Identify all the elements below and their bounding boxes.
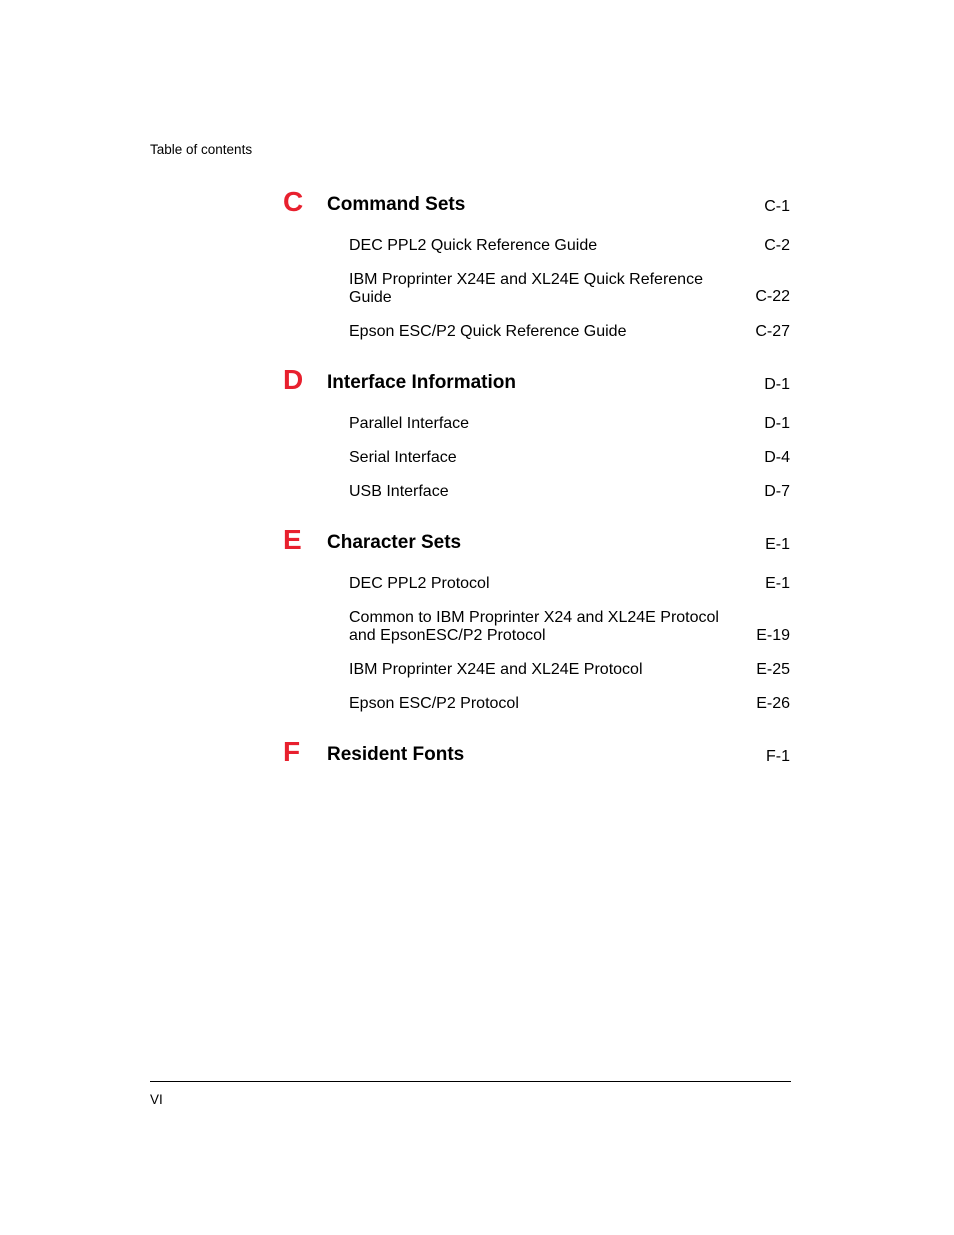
section-letter: F <box>283 736 301 767</box>
section-letter: C <box>283 186 304 217</box>
toc-entry-title[interactable]: Common to IBM Proprinter X24 and XL24E Protocol and EpsonESC/P2 Protocol <box>349 609 719 644</box>
toc-entry-title[interactable]: Epson ESC/P2 Quick Reference Guide <box>349 323 627 340</box>
footer-rule <box>150 1081 791 1082</box>
section-title[interactable]: Resident Fonts <box>327 744 465 765</box>
section-page-number[interactable]: F-1 <box>766 748 790 765</box>
toc-entry-page[interactable]: C-22 <box>755 288 790 305</box>
section-letter: E <box>283 524 302 555</box>
toc-entry-page[interactable]: E-1 <box>765 575 790 592</box>
toc-entry-title[interactable]: DEC PPL2 Quick Reference Guide <box>349 237 598 254</box>
toc-entry-title[interactable]: Serial Interface <box>349 449 457 466</box>
section-title[interactable]: Character Sets <box>327 532 462 553</box>
section-page-number[interactable]: E-1 <box>765 536 790 553</box>
toc-entry-page[interactable]: D-1 <box>764 415 790 432</box>
running-head: Table of contents <box>150 142 253 157</box>
toc-entry-title[interactable]: IBM Proprinter X24E and XL24E Protocol <box>349 661 643 678</box>
section-page-number[interactable]: C-1 <box>764 198 790 215</box>
toc-entry-page[interactable]: E-25 <box>756 661 790 678</box>
toc-entry-page[interactable]: C-27 <box>755 323 790 340</box>
section-title[interactable]: Interface Information <box>327 372 516 393</box>
toc-entry-page[interactable]: D-7 <box>764 483 790 500</box>
toc-entry-page[interactable]: E-19 <box>756 627 790 644</box>
toc-entry-page[interactable]: C-2 <box>764 237 790 254</box>
section-letter: D <box>283 364 304 395</box>
page-folio: VI <box>150 1092 163 1107</box>
section-title[interactable]: Command Sets <box>327 194 466 215</box>
toc-entry-page[interactable]: E-26 <box>756 695 790 712</box>
toc-entry-title[interactable]: Epson ESC/P2 Protocol <box>349 695 519 712</box>
toc-entry-title[interactable]: Parallel Interface <box>349 415 470 432</box>
toc-entry-title[interactable]: USB Interface <box>349 483 449 500</box>
toc-entry-title[interactable]: IBM Proprinter X24E and XL24E Quick Reference Guide <box>349 271 703 306</box>
toc-entry-page[interactable]: D-4 <box>764 449 790 466</box>
section-page-number[interactable]: D-1 <box>764 376 790 393</box>
toc-entry-title[interactable]: DEC PPL2 Protocol <box>349 575 490 592</box>
